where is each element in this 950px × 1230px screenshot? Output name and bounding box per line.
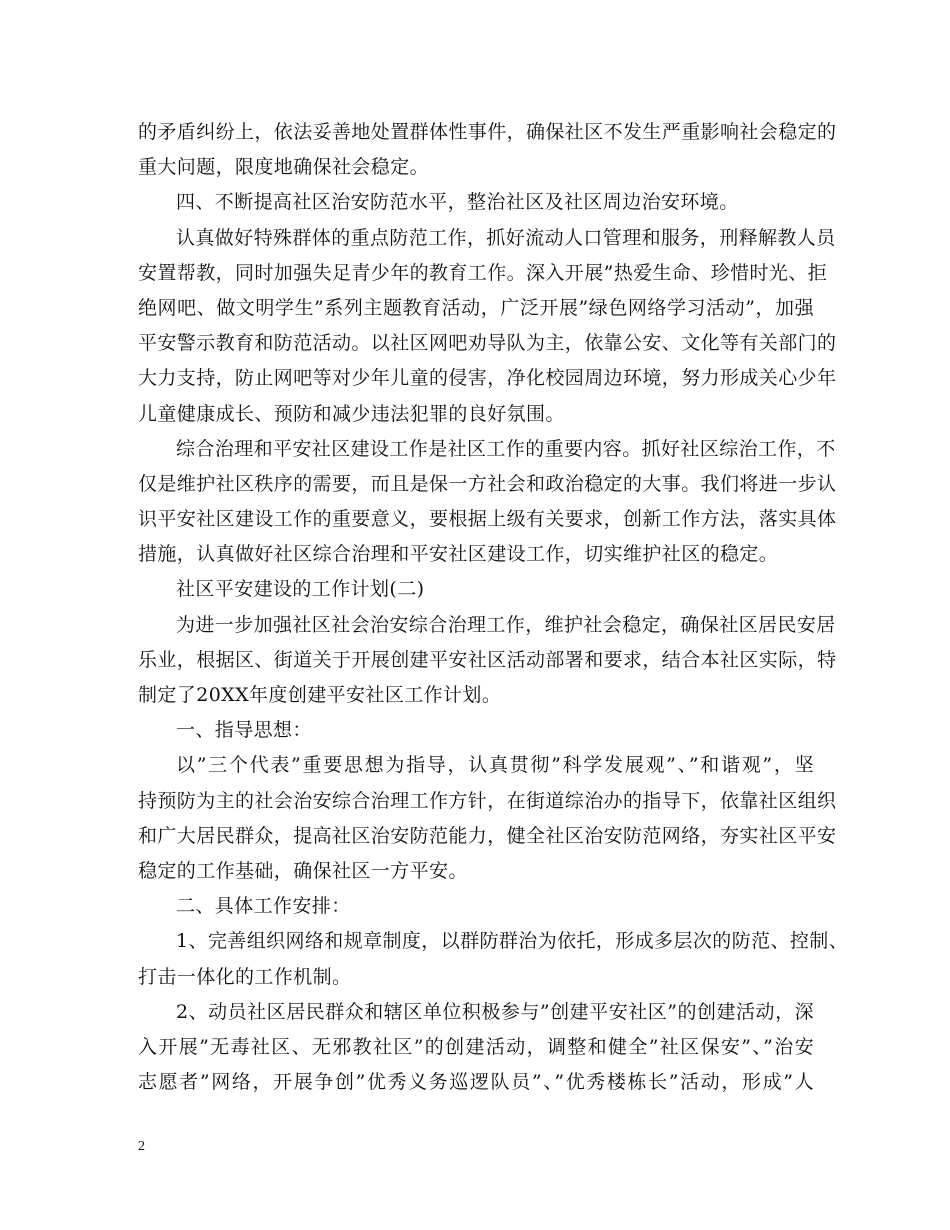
text-line: 打击一体化的工作机制。 — [138, 965, 352, 988]
text-line: 志愿者”网络，开展争创”优秀义务巡逻队员”、”优秀楼栋长”活动，形成”人 — [138, 1071, 814, 1094]
text-line: 识平安社区建设工作的重要意义，要根据上级有关要求，创新工作方法，落实具体 — [138, 508, 837, 531]
text-line: 1、完善组织网络和规章制度，以群防群治为依托，形成多层次的防范、控制、 — [176, 930, 849, 953]
text-line: 重大问题，限度地确保社会稳定。 — [138, 156, 430, 179]
page-number: 2 — [138, 1139, 145, 1154]
text-line: 大力支持，防止网吧等对少年儿童的侵害，净化校园周边环境，努力形成关心少年 — [138, 367, 837, 390]
text-line: 一、指导思想： — [176, 719, 312, 742]
text-line: 社区平安建设的工作计划(二) — [176, 578, 425, 601]
text-line: 和广大居民群众，提高社区治安防范能力，健全社区治安防范网络，夯实社区平安 — [138, 824, 837, 847]
text-line: 措施，认真做好社区综合治理和平安社区建设工作，切实维护社区的稳定。 — [138, 543, 779, 566]
text-line: 绝网吧、做文明学生”系列主题教育活动，广泛开展”绿色网络学习活动”，加强 — [138, 296, 814, 319]
text-line: 综合治理和平安社区建设工作是社区工作的重要内容。抓好社区综治工作，不 — [176, 437, 836, 460]
text-line: 认真做好特殊群体的重点防范工作，抓好流动人口管理和服务，刑释解教人员 — [176, 226, 836, 249]
document-body — [138, 115, 849, 1100]
text-line: 2、动员社区居民群众和辖区单位积极参与”创建平安社区”的创建活动，深 — [176, 1000, 814, 1023]
text-line: 稳定的工作基础，确保社区一方平安。 — [138, 859, 468, 882]
text-line: 持预防为主的社会治安综合治理工作方针，在街道综治办的指导下，依靠社区组织 — [138, 789, 837, 812]
text-line: 乐业，根据区、街道关于开展创建平安社区活动部署和要求，结合本社区实际，特 — [138, 648, 837, 671]
text-line: 以”三个代表”重要思想为指导，认真贯彻”科学发展观”、”和谐观”，坚 — [176, 754, 814, 777]
text-line: 安置帮教，同时加强失足青少年的教育工作。深入开展”热爱生命、珍惜时光、拒 — [138, 261, 828, 284]
text-line: 儿童健康成长、预防和减少违法犯罪的良好氛围。 — [138, 402, 565, 425]
text-line: 的矛盾纠纷上，依法妥善地处置群体性事件，确保社区不发生严重影响社会稳定的 — [138, 121, 837, 143]
text-line: 四、不断提高社区治安防范水平，整治社区及社区周边治安环境。 — [176, 191, 739, 214]
text-line: 入开展”无毒社区、无邪教社区”的创建活动，调整和健全”社区保安”、”治安 — [138, 1035, 814, 1058]
text-line: 二、具体工作安排： — [176, 895, 351, 918]
text-line: 制定了20XX年度创建平安社区工作计划。 — [138, 684, 502, 706]
text-line: 仅是维护社区秩序的需要，而且是保一方社会和政治稳定的大事。我们将进一步认 — [138, 472, 837, 495]
text-line: 平安警示教育和防范活动。以社区网吧劝导队为主，依靠公安、文化等有关部门的 — [138, 332, 837, 355]
text-line: 为进一步加强社区社会治安综合治理工作，维护社会稳定，确保社区居民安居 — [176, 613, 836, 636]
